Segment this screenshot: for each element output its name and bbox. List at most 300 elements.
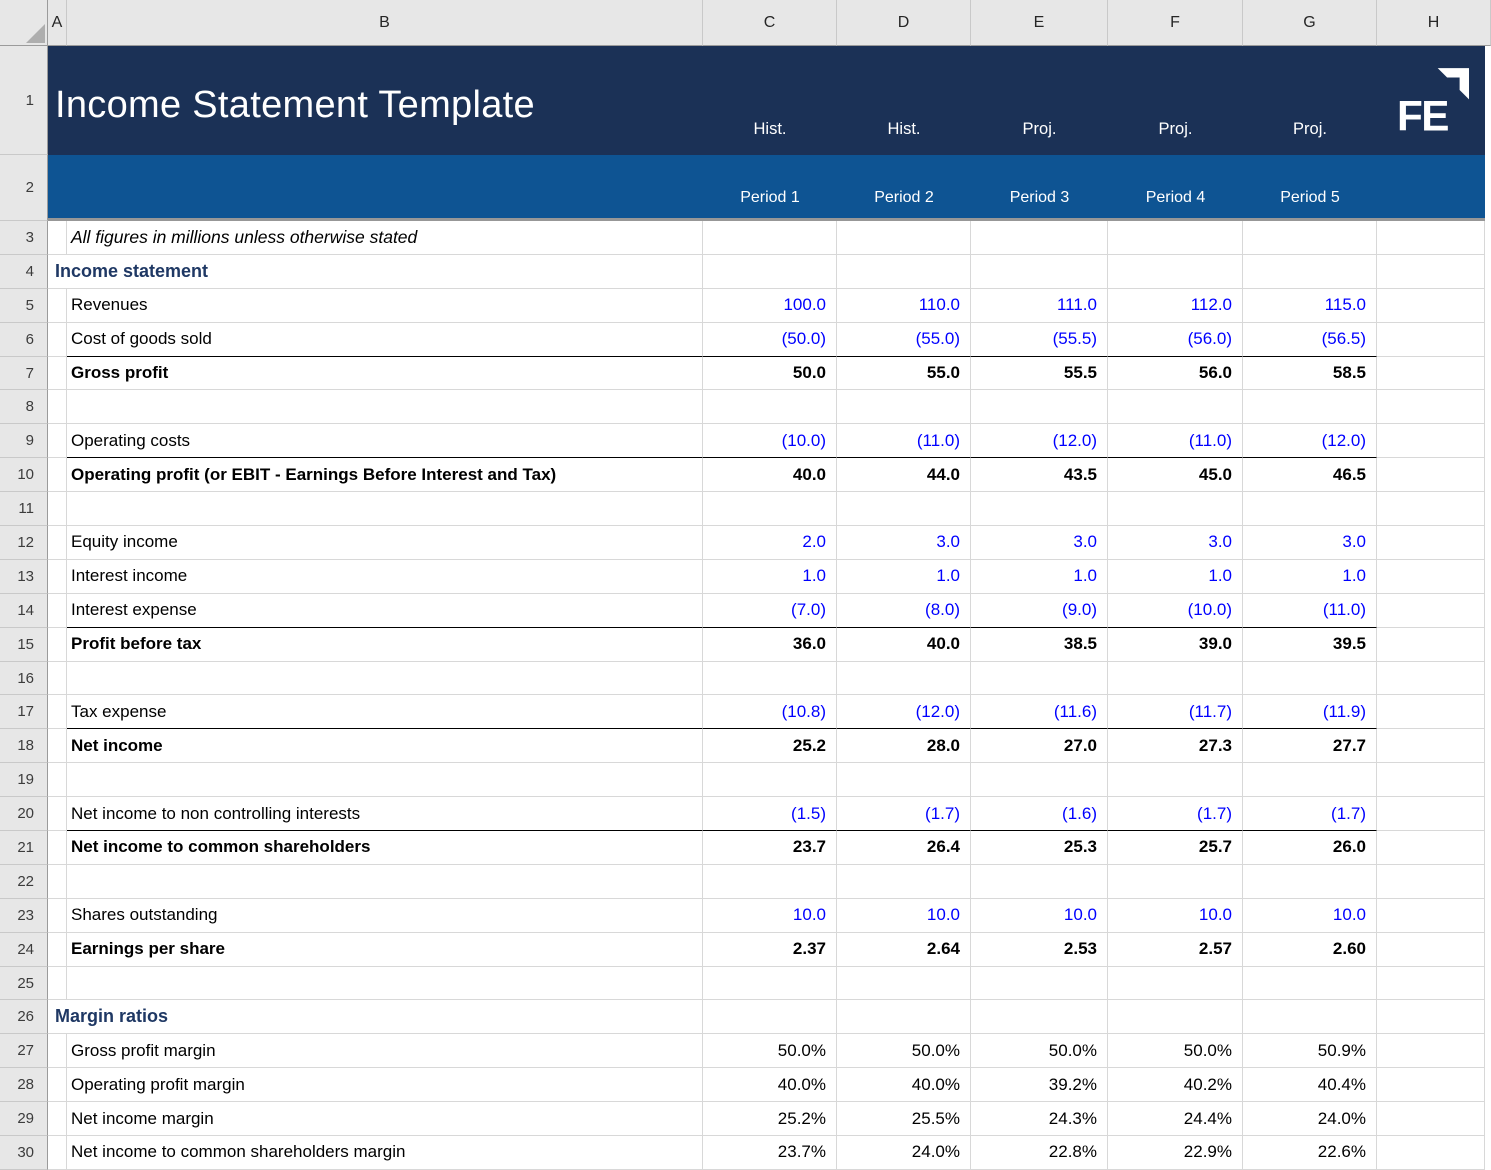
cell-G28[interactable]: 40.4% xyxy=(1243,1068,1377,1102)
cell-G9[interactable]: (12.0) xyxy=(1243,424,1377,458)
cell-A28[interactable] xyxy=(48,1068,67,1102)
row-header-5[interactable]: 5 xyxy=(0,289,48,323)
cell-B29[interactable]: Net income margin xyxy=(67,1102,703,1136)
cell-B13[interactable]: Interest income xyxy=(67,560,703,594)
cell-B23[interactable]: Shares outstanding xyxy=(67,899,703,933)
cell-F20[interactable]: (1.7) xyxy=(1108,797,1243,831)
cell-F18[interactable]: 27.3 xyxy=(1108,729,1243,763)
sheet-edge-filler xyxy=(1485,526,1491,560)
row-header-6[interactable]: 6 xyxy=(0,323,48,357)
cell-D11[interactable] xyxy=(837,492,971,526)
cell-D19[interactable] xyxy=(837,763,971,797)
cell-D17[interactable]: (12.0) xyxy=(837,695,971,729)
col-type-label-F[interactable]: Proj. xyxy=(1108,46,1243,155)
cell-E11[interactable] xyxy=(971,492,1108,526)
cell-C14[interactable]: (7.0) xyxy=(703,594,837,628)
cell-E10[interactable]: 43.5 xyxy=(971,458,1108,492)
cell-A4[interactable]: Income statement xyxy=(48,255,703,289)
select-all-corner[interactable] xyxy=(0,0,48,46)
cell-A16[interactable] xyxy=(48,662,67,696)
cell-A26[interactable]: Margin ratios xyxy=(48,1000,703,1034)
row-header-15[interactable]: 15 xyxy=(0,628,48,662)
cell-C10[interactable]: 40.0 xyxy=(703,458,837,492)
cell-A11[interactable] xyxy=(48,492,67,526)
cell-F23[interactable]: 10.0 xyxy=(1108,899,1243,933)
col-type-label-C[interactable]: Hist. xyxy=(703,46,837,155)
cell-A15[interactable] xyxy=(48,628,67,662)
cell-C27[interactable]: 50.0% xyxy=(703,1034,837,1068)
cell-G6[interactable]: (56.5) xyxy=(1243,323,1377,357)
cell-F10[interactable]: 45.0 xyxy=(1108,458,1243,492)
cell-D15[interactable]: 40.0 xyxy=(837,628,971,662)
cell-D29[interactable]: 25.5% xyxy=(837,1102,971,1136)
cell-B15[interactable]: Profit before tax xyxy=(67,628,703,662)
cell-B5[interactable]: Revenues xyxy=(67,289,703,323)
cell-D3[interactable] xyxy=(837,221,971,255)
cell-C20[interactable]: (1.5) xyxy=(703,797,837,831)
cell-B7[interactable]: Gross profit xyxy=(67,357,703,391)
cell-G11[interactable] xyxy=(1243,492,1377,526)
cell-A25[interactable] xyxy=(48,967,67,1001)
cell-G4[interactable] xyxy=(1243,255,1377,289)
sheet-edge-filler xyxy=(1485,967,1491,1001)
cell-E24[interactable]: 2.53 xyxy=(971,933,1108,967)
cell-D5[interactable]: 110.0 xyxy=(837,289,971,323)
logo-cell xyxy=(1377,46,1485,155)
cell-E25[interactable] xyxy=(971,967,1108,1001)
sheet-title[interactable]: Income Statement Template xyxy=(48,46,703,155)
col-type-label-D[interactable]: Hist. xyxy=(837,46,971,155)
cell-A13[interactable] xyxy=(48,560,67,594)
cell-C7[interactable]: 50.0 xyxy=(703,357,837,391)
cell-C9[interactable]: (10.0) xyxy=(703,424,837,458)
cell-F16[interactable] xyxy=(1108,662,1243,696)
cell-C26[interactable] xyxy=(703,1000,837,1034)
cell-B22[interactable] xyxy=(67,865,703,899)
cell-G25[interactable] xyxy=(1243,967,1377,1001)
cell-F11[interactable] xyxy=(1108,492,1243,526)
cell-F19[interactable] xyxy=(1108,763,1243,797)
cell-D26[interactable] xyxy=(837,1000,971,1034)
cell-G3[interactable] xyxy=(1243,221,1377,255)
cell-E28[interactable]: 39.2% xyxy=(971,1068,1108,1102)
sheet-edge-filler xyxy=(1485,662,1491,696)
sheet-edge-filler xyxy=(1485,831,1491,865)
cell-B10[interactable]: Operating profit (or EBIT - Earnings Before Interest and Tax) xyxy=(67,458,703,492)
cell-C25[interactable] xyxy=(703,967,837,1001)
cell-A22[interactable] xyxy=(48,865,67,899)
row-header-30[interactable]: 30 xyxy=(0,1136,48,1170)
cell-B25[interactable] xyxy=(67,967,703,1001)
cell-E21[interactable]: 25.3 xyxy=(971,831,1108,865)
cell-F14[interactable]: (10.0) xyxy=(1108,594,1243,628)
cell-C21[interactable]: 23.7 xyxy=(703,831,837,865)
cell-D24[interactable]: 2.64 xyxy=(837,933,971,967)
cell-G24[interactable]: 2.60 xyxy=(1243,933,1377,967)
cell-C8[interactable] xyxy=(703,390,837,424)
sheet-edge-filler xyxy=(1485,628,1491,662)
col-header-C[interactable]: C xyxy=(703,0,837,46)
row-header-18[interactable]: 18 xyxy=(0,729,48,763)
sheet-edge-filler xyxy=(1485,1136,1491,1170)
col-type-label-E[interactable]: Proj. xyxy=(971,46,1108,155)
col-header-D[interactable]: D xyxy=(837,0,971,46)
cell-C5[interactable]: 100.0 xyxy=(703,289,837,323)
cell-F4[interactable] xyxy=(1108,255,1243,289)
cell-D14[interactable]: (8.0) xyxy=(837,594,971,628)
cell-C19[interactable] xyxy=(703,763,837,797)
cell-F30[interactable]: 22.9% xyxy=(1108,1136,1243,1170)
cell-C17[interactable]: (10.8) xyxy=(703,695,837,729)
period-label-C[interactable]: Period 1 xyxy=(703,155,837,221)
cell-E18[interactable]: 27.0 xyxy=(971,729,1108,763)
cell-A27[interactable] xyxy=(48,1034,67,1068)
cell-A7[interactable] xyxy=(48,357,67,391)
cell-A6[interactable] xyxy=(48,323,67,357)
cell-D12[interactable]: 3.0 xyxy=(837,526,971,560)
banner-edge-filler xyxy=(1485,155,1491,221)
cell-E17[interactable]: (11.6) xyxy=(971,695,1108,729)
row-header-1[interactable]: 1 xyxy=(0,46,48,155)
cell-G17[interactable]: (11.9) xyxy=(1243,695,1377,729)
cell-G27[interactable]: 50.9% xyxy=(1243,1034,1377,1068)
row-header-11[interactable]: 11 xyxy=(0,492,48,526)
cell-B19[interactable] xyxy=(67,763,703,797)
cell-A21[interactable] xyxy=(48,831,67,865)
cell-H22[interactable] xyxy=(1377,865,1485,899)
col-header-G[interactable]: G xyxy=(1243,0,1377,46)
col-header-E[interactable]: E xyxy=(971,0,1108,46)
cell-F29[interactable]: 24.4% xyxy=(1108,1102,1243,1136)
cell-B12[interactable]: Equity income xyxy=(67,526,703,560)
cell-C18[interactable]: 25.2 xyxy=(703,729,837,763)
logo-text: FE xyxy=(1397,92,1448,138)
row-header-14[interactable]: 14 xyxy=(0,594,48,628)
cell-G18[interactable]: 27.7 xyxy=(1243,729,1377,763)
cell-A9[interactable] xyxy=(48,424,67,458)
banner-band-left xyxy=(48,155,703,221)
cell-F26[interactable] xyxy=(1108,1000,1243,1034)
cell-B14[interactable]: Interest expense xyxy=(67,594,703,628)
sheet-edge-filler xyxy=(1485,1034,1491,1068)
row-header-3[interactable]: 3 xyxy=(0,221,48,255)
cell-A14[interactable] xyxy=(48,594,67,628)
row-header-12[interactable]: 12 xyxy=(0,526,48,560)
cell-H15[interactable] xyxy=(1377,628,1485,662)
cell-G20[interactable]: (1.7) xyxy=(1243,797,1377,831)
cell-H8[interactable] xyxy=(1377,390,1485,424)
cell-H14[interactable] xyxy=(1377,594,1485,628)
cell-B6[interactable]: Cost of goods sold xyxy=(67,323,703,357)
sheet-edge-filler xyxy=(1485,390,1491,424)
cell-B8[interactable] xyxy=(67,390,703,424)
cell-A8[interactable] xyxy=(48,390,67,424)
cell-H11[interactable] xyxy=(1377,492,1485,526)
col-type-label-G[interactable]: Proj. xyxy=(1243,46,1377,155)
cell-C3[interactable] xyxy=(703,221,837,255)
cell-F28[interactable]: 40.2% xyxy=(1108,1068,1243,1102)
cell-F9[interactable]: (11.0) xyxy=(1108,424,1243,458)
cell-E5[interactable]: 111.0 xyxy=(971,289,1108,323)
cell-D8[interactable] xyxy=(837,390,971,424)
cell-B21[interactable]: Net income to common shareholders xyxy=(67,831,703,865)
col-header-F[interactable]: F xyxy=(1108,0,1243,46)
cell-H12[interactable] xyxy=(1377,526,1485,560)
cell-D25[interactable] xyxy=(837,967,971,1001)
cell-D16[interactable] xyxy=(837,662,971,696)
cell-H26[interactable] xyxy=(1377,1000,1485,1034)
cell-E19[interactable] xyxy=(971,763,1108,797)
cell-H16[interactable] xyxy=(1377,662,1485,696)
cell-F15[interactable]: 39.0 xyxy=(1108,628,1243,662)
cell-E3[interactable] xyxy=(971,221,1108,255)
sheet-edge-filler xyxy=(1485,357,1491,391)
cell-E22[interactable] xyxy=(971,865,1108,899)
cell-F12[interactable]: 3.0 xyxy=(1108,526,1243,560)
sheet-edge-filler xyxy=(1485,255,1491,289)
cell-F3[interactable] xyxy=(1108,221,1243,255)
row-header-19[interactable]: 19 xyxy=(0,763,48,797)
cell-A23[interactable] xyxy=(48,899,67,933)
cell-D27[interactable]: 50.0% xyxy=(837,1034,971,1068)
row-header-22[interactable]: 22 xyxy=(0,865,48,899)
cell-H7[interactable] xyxy=(1377,357,1485,391)
row-header-26[interactable]: 26 xyxy=(0,1000,48,1034)
cell-H21[interactable] xyxy=(1377,831,1485,865)
cell-D4[interactable] xyxy=(837,255,971,289)
cell-H17[interactable] xyxy=(1377,695,1485,729)
sheet-edge-filler xyxy=(1485,1000,1491,1034)
cell-E16[interactable] xyxy=(971,662,1108,696)
cell-A19[interactable] xyxy=(48,763,67,797)
cell-H25[interactable] xyxy=(1377,967,1485,1001)
row-header-27[interactable]: 27 xyxy=(0,1034,48,1068)
cell-C6[interactable]: (50.0) xyxy=(703,323,837,357)
row-header-13[interactable]: 13 xyxy=(0,560,48,594)
banner-edge-filler xyxy=(1485,46,1491,155)
cell-G23[interactable]: 10.0 xyxy=(1243,899,1377,933)
cell-C12[interactable]: 2.0 xyxy=(703,526,837,560)
cell-H29[interactable] xyxy=(1377,1102,1485,1136)
cell-E15[interactable]: 38.5 xyxy=(971,628,1108,662)
cell-C24[interactable]: 2.37 xyxy=(703,933,837,967)
cell-C15[interactable]: 36.0 xyxy=(703,628,837,662)
cell-D6[interactable]: (55.0) xyxy=(837,323,971,357)
cell-C13[interactable]: 1.0 xyxy=(703,560,837,594)
cell-E30[interactable]: 22.8% xyxy=(971,1136,1108,1170)
cell-D10[interactable]: 44.0 xyxy=(837,458,971,492)
col-header-B[interactable]: B xyxy=(67,0,703,46)
row-header-29[interactable]: 29 xyxy=(0,1102,48,1136)
cell-H13[interactable] xyxy=(1377,560,1485,594)
cell-H27[interactable] xyxy=(1377,1034,1485,1068)
cell-F25[interactable] xyxy=(1108,967,1243,1001)
row-header-7[interactable]: 7 xyxy=(0,357,48,391)
cell-E27[interactable]: 50.0% xyxy=(971,1034,1108,1068)
col-header-H[interactable]: H xyxy=(1377,0,1491,46)
cell-D20[interactable]: (1.7) xyxy=(837,797,971,831)
cell-E14[interactable]: (9.0) xyxy=(971,594,1108,628)
cell-F27[interactable]: 50.0% xyxy=(1108,1034,1243,1068)
sheet-edge-filler xyxy=(1485,221,1491,255)
cell-B24[interactable]: Earnings per share xyxy=(67,933,703,967)
row-header-2[interactable]: 2 xyxy=(0,155,48,221)
cell-H19[interactable] xyxy=(1377,763,1485,797)
cell-H10[interactable] xyxy=(1377,458,1485,492)
sheet-edge-filler xyxy=(1485,899,1491,933)
row-header-17[interactable]: 17 xyxy=(0,695,48,729)
cell-B27[interactable]: Gross profit margin xyxy=(67,1034,703,1068)
cell-F5[interactable]: 112.0 xyxy=(1108,289,1243,323)
banner-band-right xyxy=(1377,155,1485,221)
sheet-edge-filler xyxy=(1485,933,1491,967)
cell-D23[interactable]: 10.0 xyxy=(837,899,971,933)
cell-F24[interactable]: 2.57 xyxy=(1108,933,1243,967)
row-header-23[interactable]: 23 xyxy=(0,899,48,933)
cell-G13[interactable]: 1.0 xyxy=(1243,560,1377,594)
cell-F6[interactable]: (56.0) xyxy=(1108,323,1243,357)
cell-F22[interactable] xyxy=(1108,865,1243,899)
cell-A3[interactable] xyxy=(48,221,67,255)
cell-G22[interactable] xyxy=(1243,865,1377,899)
cell-E13[interactable]: 1.0 xyxy=(971,560,1108,594)
cell-G7[interactable]: 58.5 xyxy=(1243,357,1377,391)
row-header-25[interactable]: 25 xyxy=(0,967,48,1001)
cell-H20[interactable] xyxy=(1377,797,1485,831)
cell-C23[interactable]: 10.0 xyxy=(703,899,837,933)
cell-A17[interactable] xyxy=(48,695,67,729)
cell-D9[interactable]: (11.0) xyxy=(837,424,971,458)
cell-D28[interactable]: 40.0% xyxy=(837,1068,971,1102)
cell-A20[interactable] xyxy=(48,797,67,831)
cell-E9[interactable]: (12.0) xyxy=(971,424,1108,458)
cell-A30[interactable] xyxy=(48,1136,67,1170)
sheet-edge-filler xyxy=(1485,1102,1491,1136)
cell-B17[interactable]: Tax expense xyxy=(67,695,703,729)
cell-B16[interactable] xyxy=(67,662,703,696)
cell-C4[interactable] xyxy=(703,255,837,289)
cell-F8[interactable] xyxy=(1108,390,1243,424)
cell-E4[interactable] xyxy=(971,255,1108,289)
cell-D21[interactable]: 26.4 xyxy=(837,831,971,865)
cell-G10[interactable]: 46.5 xyxy=(1243,458,1377,492)
cell-E26[interactable] xyxy=(971,1000,1108,1034)
cell-D18[interactable]: 28.0 xyxy=(837,729,971,763)
cell-H18[interactable] xyxy=(1377,729,1485,763)
cell-B20[interactable]: Net income to non controlling interests xyxy=(67,797,703,831)
cell-E7[interactable]: 55.5 xyxy=(971,357,1108,391)
cell-H3[interactable] xyxy=(1377,221,1485,255)
cell-C30[interactable]: 23.7% xyxy=(703,1136,837,1170)
cell-H6[interactable] xyxy=(1377,323,1485,357)
cell-H9[interactable] xyxy=(1377,424,1485,458)
row-header-4[interactable]: 4 xyxy=(0,255,48,289)
sheet-edge-filler xyxy=(1485,492,1491,526)
cell-B11[interactable] xyxy=(67,492,703,526)
cell-E29[interactable]: 24.3% xyxy=(971,1102,1108,1136)
cell-F13[interactable]: 1.0 xyxy=(1108,560,1243,594)
row-header-21[interactable]: 21 xyxy=(0,831,48,865)
period-label-D[interactable]: Period 2 xyxy=(837,155,971,221)
cell-C11[interactable] xyxy=(703,492,837,526)
row-header-28[interactable]: 28 xyxy=(0,1068,48,1102)
sheet-edge-filler xyxy=(1485,695,1491,729)
cell-G12[interactable]: 3.0 xyxy=(1243,526,1377,560)
cell-H30[interactable] xyxy=(1377,1136,1485,1170)
cell-A12[interactable] xyxy=(48,526,67,560)
cell-C16[interactable] xyxy=(703,662,837,696)
cell-E20[interactable]: (1.6) xyxy=(971,797,1108,831)
col-header-A[interactable]: A xyxy=(48,0,67,46)
cell-G16[interactable] xyxy=(1243,662,1377,696)
sheet-edge-filler xyxy=(1485,323,1491,357)
cell-C22[interactable] xyxy=(703,865,837,899)
row-header-8[interactable]: 8 xyxy=(0,390,48,424)
cell-G26[interactable] xyxy=(1243,1000,1377,1034)
cell-G30[interactable]: 22.6% xyxy=(1243,1136,1377,1170)
cell-G29[interactable]: 24.0% xyxy=(1243,1102,1377,1136)
period-label-E[interactable]: Period 3 xyxy=(971,155,1108,221)
row-header-20[interactable]: 20 xyxy=(0,797,48,831)
cell-G15[interactable]: 39.5 xyxy=(1243,628,1377,662)
row-header-16[interactable]: 16 xyxy=(0,662,48,696)
select-all-triangle-icon xyxy=(26,24,45,43)
cell-G19[interactable] xyxy=(1243,763,1377,797)
cell-E12[interactable]: 3.0 xyxy=(971,526,1108,560)
row-header-24[interactable]: 24 xyxy=(0,933,48,967)
cell-H23[interactable] xyxy=(1377,899,1485,933)
cell-H5[interactable] xyxy=(1377,289,1485,323)
cell-D7[interactable]: 55.0 xyxy=(837,357,971,391)
cell-D13[interactable]: 1.0 xyxy=(837,560,971,594)
cell-H4[interactable] xyxy=(1377,255,1485,289)
cell-B3[interactable]: All figures in millions unless otherwise stated xyxy=(67,221,703,255)
cell-A24[interactable] xyxy=(48,933,67,967)
period-label-F[interactable]: Period 4 xyxy=(1108,155,1243,221)
cell-A5[interactable] xyxy=(48,289,67,323)
cell-G8[interactable] xyxy=(1243,390,1377,424)
period-label-G[interactable]: Period 5 xyxy=(1243,155,1377,221)
cell-F17[interactable]: (11.7) xyxy=(1108,695,1243,729)
cell-G14[interactable]: (11.0) xyxy=(1243,594,1377,628)
cell-G5[interactable]: 115.0 xyxy=(1243,289,1377,323)
cell-C28[interactable]: 40.0% xyxy=(703,1068,837,1102)
cell-B18[interactable]: Net income xyxy=(67,729,703,763)
cell-F21[interactable]: 25.7 xyxy=(1108,831,1243,865)
sheet-edge-filler xyxy=(1485,729,1491,763)
row-header-9[interactable]: 9 xyxy=(0,424,48,458)
sheet-edge-filler xyxy=(1485,763,1491,797)
cell-F7[interactable]: 56.0 xyxy=(1108,357,1243,391)
cell-B30[interactable]: Net income to common shareholders margin xyxy=(67,1136,703,1170)
cell-C29[interactable]: 25.2% xyxy=(703,1102,837,1136)
cell-G21[interactable]: 26.0 xyxy=(1243,831,1377,865)
cell-D22[interactable] xyxy=(837,865,971,899)
cell-E23[interactable]: 10.0 xyxy=(971,899,1108,933)
cell-E6[interactable]: (55.5) xyxy=(971,323,1108,357)
cell-D30[interactable]: 24.0% xyxy=(837,1136,971,1170)
cell-A29[interactable] xyxy=(48,1102,67,1136)
cell-A18[interactable] xyxy=(48,729,67,763)
cell-H24[interactable] xyxy=(1377,933,1485,967)
cell-B28[interactable]: Operating profit margin xyxy=(67,1068,703,1102)
cell-H28[interactable] xyxy=(1377,1068,1485,1102)
cell-B9[interactable]: Operating costs xyxy=(67,424,703,458)
fe-logo-icon xyxy=(1397,64,1469,138)
row-header-10[interactable]: 10 xyxy=(0,458,48,492)
cell-A10[interactable] xyxy=(48,458,67,492)
cell-E8[interactable] xyxy=(971,390,1108,424)
